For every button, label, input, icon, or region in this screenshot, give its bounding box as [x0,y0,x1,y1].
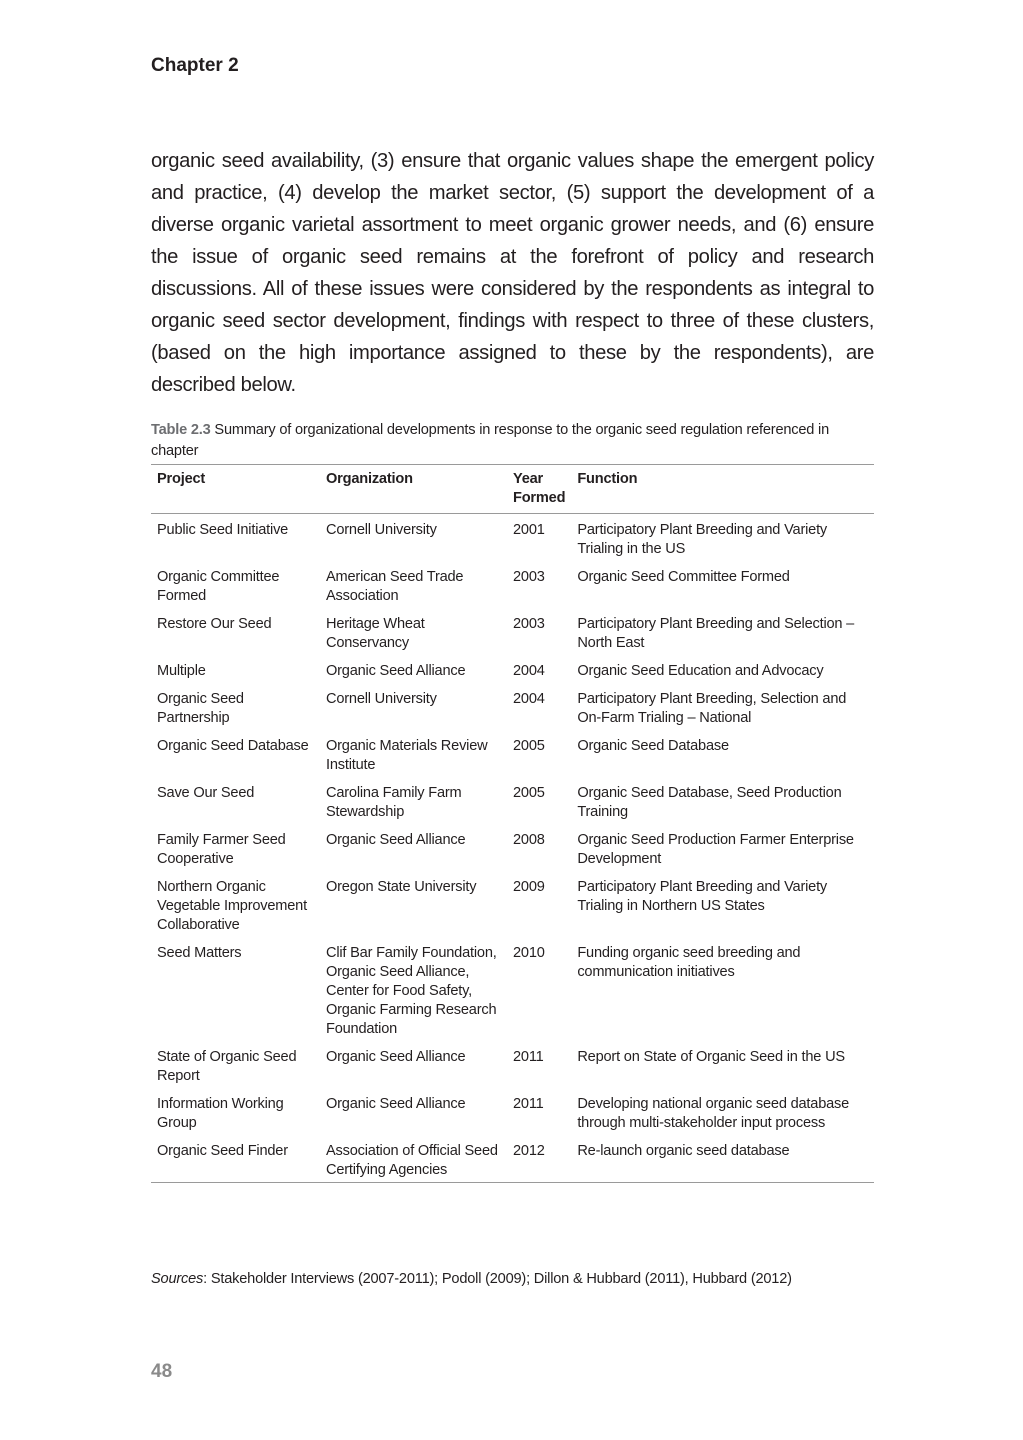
table-row [151,944,874,1048]
cell-organization: Organic Seed Alliance [326,663,466,679]
cell-project: Family Farmer Seed Cooperative [157,832,286,867]
cell-organization: Oregon State University [326,879,477,895]
cell-function: Organic Seed Database [577,738,729,754]
table-row [151,662,874,690]
table-row [151,784,874,831]
table-row [151,878,874,944]
cell-project: Organic Seed Partnership [157,691,244,726]
cell-function: Re-launch organic seed database [577,1143,790,1159]
cell-project: Northern Organic Vegetable Improvement Collaborative [157,879,307,933]
cell-year: 2008 [513,832,545,848]
cell-year: 2010 [513,945,545,961]
header-year-line1: Year [513,471,544,487]
cell-project: Public Seed Initiative [157,522,289,538]
body-paragraph: organic seed availability, (3) ensure that organic values shape the emergent policy and practice, (4) develop the market sector, (5) support the development of a diverse organic varietal assortment to meet organic grower needs, and (6) ensure the issue of organic seed remains at the forefront of policy and research discussions. All of these issues were considered by the respondents as integral to organic seed sector development, findings with respect to three of these clusters, (based on the high importance assigned to these by the respondents), are described below. [151,150,874,396]
cell-organization: Organic Materials Review Institute [326,738,488,773]
cell-organization: Clif Bar Family Foundation, Organic Seed Alliance, Center for Food Safety, Organic Farming Research Foundation [326,945,497,1037]
cell-year: 2009 [513,879,545,895]
header-project: Project [151,465,320,514]
cell-year: 2001 [513,522,545,538]
table-row [151,568,874,615]
cell-organization: Cornell University [326,522,437,538]
cell-project: Organic Committee Formed [157,569,280,604]
table-row [151,615,874,662]
cell-organization: Organic Seed Alliance [326,1049,466,1065]
table-row [151,1095,874,1142]
cell-function: Report on State of Organic Seed in the US [577,1049,845,1065]
cell-organization: Association of Official Seed Certifying Agencies [326,1143,498,1178]
cell-year: 2012 [513,1143,545,1159]
sources-text: : Stakeholder Interviews (2007-2011); Podoll (2009); Dillon & Hubbard (2011), Hubbard (2012) [203,1271,792,1287]
table-caption [151,420,874,462]
table-caption-label: Table 2.3 [151,422,211,438]
cell-year: 2004 [513,691,545,707]
table-sources-note [151,1269,792,1289]
table-row [151,1142,874,1183]
cell-function: Developing national organic seed database through multi-stakeholder input process [577,1096,850,1131]
cell-project: Save Our Seed [157,785,255,801]
table-row [151,737,874,784]
cell-organization: Carolina Family Farm Stewardship [326,785,462,820]
cell-organization: Organic Seed Alliance [326,1096,466,1112]
table-row [151,831,874,878]
table-caption-text: Summary of organizational developments in response to the organic seed regulation referenced in chapter [151,422,830,459]
header-organization: Organization [320,465,507,514]
cell-function: Participatory Plant Breeding, Selection and On-Farm Trialing – National [577,691,847,726]
header-function: Function [571,465,874,514]
cell-year: 2005 [513,785,545,801]
cell-function: Participatory Plant Breeding and Selection – North East [577,616,855,651]
cell-organization: Cornell University [326,691,437,707]
cell-function: Participatory Plant Breeding and Variety Trialing in the US [577,522,828,557]
cell-year: 2011 [513,1096,544,1112]
cell-function: Organic Seed Committee Formed [577,569,790,585]
header-year-formed [507,465,571,514]
running-head: Chapter 2 [151,55,239,76]
sources-label: Sources [151,1271,204,1287]
cell-function: Organic Seed Production Farmer Enterprise Development [577,832,854,867]
cell-organization: Organic Seed Alliance [326,832,466,848]
cell-function: Organic Seed Database, Seed Production Training [577,785,842,820]
cell-year: 2004 [513,663,545,679]
table-row [151,514,874,569]
cell-year: 2005 [513,738,545,754]
cell-function: Funding organic seed breeding and communication initiatives [577,945,801,980]
organizational-developments-table [151,464,874,1183]
table-row [151,1048,874,1095]
table-header-row [151,465,874,514]
header-year-line2: Formed [513,490,566,506]
page-number: 48 [151,1361,173,1382]
table-row [151,690,874,737]
cell-project: Multiple [157,663,206,679]
cell-year: 2003 [513,569,545,585]
cell-project: State of Organic Seed Report [157,1049,297,1084]
cell-organization: Heritage Wheat Conservancy [326,616,425,651]
cell-function: Participatory Plant Breeding and Variety Trialing in Northern US States [577,879,828,914]
cell-organization: American Seed Trade Association [326,569,464,604]
cell-project: Restore Our Seed [157,616,272,632]
cell-project: Information Working Group [157,1096,284,1131]
cell-year: 2003 [513,616,545,632]
cell-project: Organic Seed Database [157,738,309,754]
cell-year: 2011 [513,1049,544,1065]
cell-function: Organic Seed Education and Advocacy [577,663,824,679]
cell-project: Seed Matters [157,945,242,961]
cell-project: Organic Seed Finder [157,1143,288,1159]
